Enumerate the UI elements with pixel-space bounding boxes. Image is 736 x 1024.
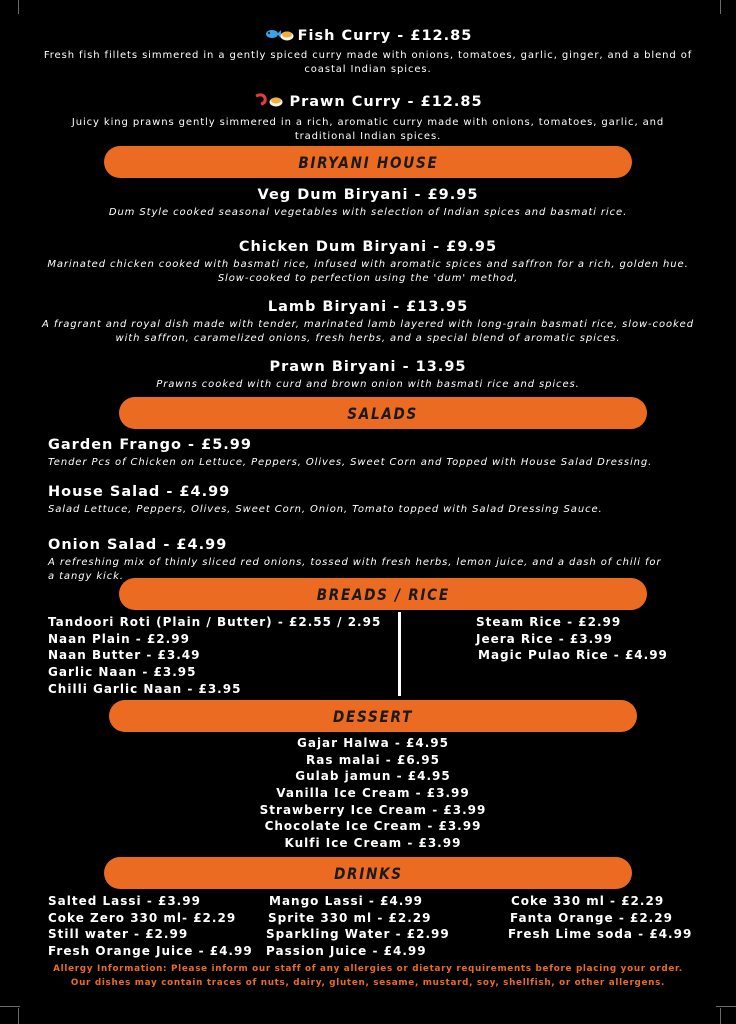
prawn-curry-title: Prawn Curry - £12.85 (289, 94, 483, 110)
section-title-salads: SALADS (347, 403, 419, 423)
prawn-biryani-description: Prawns cooked with curd and brown onion with basmati rice and spices. (156, 379, 580, 390)
garden-frango-title: Garden Frango - £5.99 (48, 437, 252, 453)
dessert-list (200, 735, 546, 852)
list-item: Magic Pulao Rice - £4.99 (478, 648, 668, 663)
list-item: Salted Lassi - £3.99 (48, 894, 201, 908)
prawn-curry-description: Juicy king prawns gently simmered in a rich, aromatic curry made with onions, tomatoes, garlic, and traditional Indian spices. (71, 117, 665, 142)
list-item: Jeera Rice - £3.99 (476, 631, 613, 646)
fish-curry-description: Fresh fish fillets simmered in a gently spiced curry made with onions, tomatoes, garlic, ginger, and a blend of coastal Indian spices. (43, 50, 693, 75)
drinks-column-3 (508, 893, 692, 943)
column-divider (398, 612, 401, 696)
section-banner-dessert (109, 700, 637, 732)
list-item: Strawberry Ice Cream - £3.99 (259, 802, 487, 817)
list-item: Steam Rice - £2.99 (476, 615, 622, 629)
menu-item-chicken-biryani (40, 239, 696, 285)
section-banner-biryani (104, 146, 632, 178)
section-banner-drinks (104, 857, 632, 889)
allergy-line-2: Our dishes may contain traces of nuts, dairy, gluten, sesame, mustard, soy, shellfish, or other allergens. (70, 977, 666, 988)
allergy-line-1: Allergy Information: Please inform our staff of any allergies or dietary requirements before placing your order. (53, 964, 683, 974)
onion-salad-description: A refreshing mix of thinly sliced red onions, tossed with fresh herbs, lemon juice, and a dash of chili for a tangy kick. (48, 557, 662, 582)
section-title-dessert: DESSERT (332, 706, 414, 726)
list-item: Mango Lassi - £4.99 (269, 894, 424, 908)
rice-list (476, 614, 668, 664)
list-item: Still water - £2.99 (48, 927, 189, 942)
list-item: Gulab jamun - £4.95 (295, 769, 451, 784)
menu-item-prawn-biryani (40, 359, 696, 392)
menu-item-prawn-curry (40, 92, 696, 143)
menu-item-veg-biryani (40, 187, 696, 220)
lamb-biryani-title: Lamb Biryani - £13.95 (267, 299, 469, 315)
menu-item-onion-salad (48, 537, 668, 583)
drinks-column-1 (48, 893, 253, 960)
lamb-biryani-description: A fragrant and royal dish made with tender, marinated lamb layered with long-grain basmati rice, slow-cooked with saffron, caramelized onions, fresh herbs, and a special blend of aromatic spices. (42, 319, 694, 344)
crop-mark (18, 0, 32, 14)
list-item: Kulfi Ice Cream - £3.99 (284, 836, 462, 851)
veg-biryani-description: Dum Style cooked seasonal vegetables with selection of Indian spices and basmati rice. (108, 207, 628, 218)
prawn-biryani-title: Prawn Biryani - 13.95 (269, 359, 467, 375)
menu-item-garden-frango (48, 437, 668, 470)
list-item: Fresh Orange Juice - £4.99 (48, 944, 253, 959)
chicken-biryani-title: Chicken Dum Biryani - £9.95 (238, 239, 498, 255)
section-banner-salads (119, 397, 647, 429)
list-item: Coke Zero 330 ml- £2.29 (48, 910, 237, 925)
list-item: Vanilla Ice Cream - £3.99 (276, 786, 470, 801)
section-title-breads: BREADS / RICE (316, 584, 450, 604)
list-item: Passion Juice - £4.99 (266, 944, 427, 959)
list-item: Fanta Orange - £2.29 (510, 910, 673, 925)
list-item: Tandoori Roti (Plain / Butter) - £2.55 / 2.95 (48, 615, 382, 629)
breads-list (48, 614, 381, 697)
section-banner-breads (119, 578, 647, 610)
list-item: Naan Butter - £3.49 (48, 648, 201, 663)
onion-salad-title: Onion Salad - £4.99 (48, 537, 228, 553)
list-item: Garlic Naan - £3.95 (48, 665, 197, 680)
section-title-biryani: BIRYANI HOUSE (297, 152, 439, 172)
menu-item-house-salad (48, 484, 668, 517)
prawn-curry-icon (253, 92, 285, 112)
list-item: Sprite 330 ml - £2.29 (268, 910, 432, 925)
fish-curry-title: Fish Curry - £12.85 (297, 28, 473, 44)
menu-item-lamb-biryani (30, 299, 706, 345)
drinks-column-2 (266, 893, 450, 960)
crop-mark (720, 0, 734, 14)
veg-biryani-title: Veg Dum Biryani - £9.95 (257, 187, 479, 203)
garden-frango-description: Tender Pcs of Chicken on Lettuce, Peppers, Olives, Sweet Corn and Topped with House Salad Dressing. (48, 457, 653, 468)
house-salad-title: House Salad - £4.99 (48, 484, 231, 500)
list-item: Coke 330 ml - £2.29 (511, 894, 665, 908)
section-title-drinks: DRINKS (333, 863, 403, 883)
list-item: Fresh Lime soda - £4.99 (508, 927, 693, 942)
list-item: Chilli Garlic Naan - £3.95 (48, 681, 242, 696)
menu-item-fish-curry (40, 26, 696, 76)
list-item: Ras malai - £6.95 (306, 752, 440, 767)
list-item: Chocolate Ice Cream - £3.99 (264, 819, 482, 834)
crop-mark (18, 1008, 32, 1024)
crop-mark (720, 1008, 734, 1024)
list-item: Gajar Halwa - £4.95 (297, 736, 449, 750)
fish-curry-icon (264, 26, 294, 46)
list-item: Naan Plain - £2.99 (48, 631, 190, 646)
chicken-biryani-description: Marinated chicken cooked with basmati rice, infused with aromatic spices and saffron for a rich, golden hue. Slow-cooked to perfection using the 'dum' method, (47, 259, 689, 284)
allergy-notice (30, 963, 706, 990)
house-salad-description: Salad Lettuce, Peppers, Olives, Sweet Corn, Onion, Tomato topped with Salad Dressing Sauce. (48, 504, 603, 515)
crop-mark (0, 1006, 20, 1020)
list-item: Sparkling Water - £2.99 (266, 927, 450, 942)
